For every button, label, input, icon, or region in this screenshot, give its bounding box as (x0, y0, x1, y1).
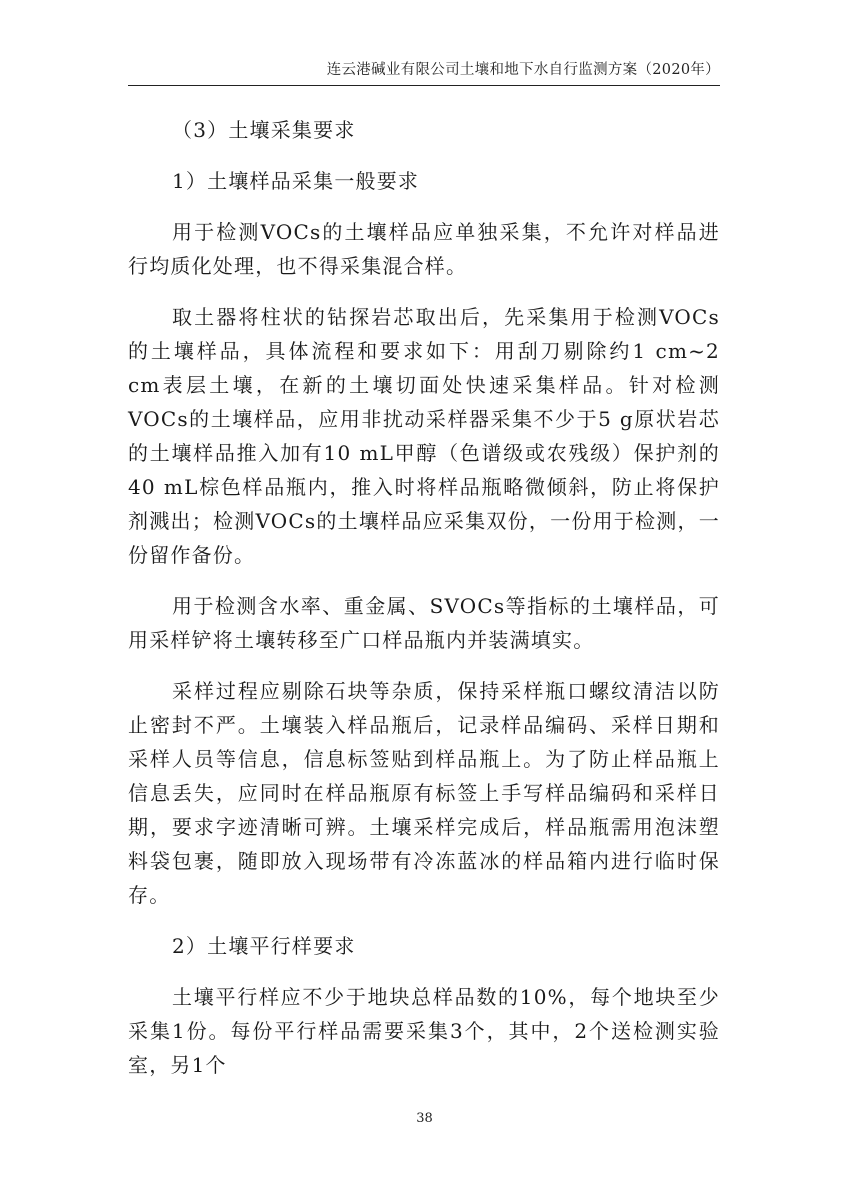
section-heading-soil-collection: （3）土壤采集要求 (172, 118, 356, 142)
running-header: 连云港碱业有限公司土壤和地下水自行监测方案（2020年） (326, 62, 720, 78)
paragraph-parallel-sample-requirements: 土壤平行样应不少于地块总样品数的10%，每个地块至少采集1份。每份平行样品需要采集3个，其中，2个送检测实验室，另1个 (128, 985, 720, 1077)
subsection-heading-general-requirements: 1）土壤样品采集一般要求 (172, 169, 420, 193)
paragraph-heavy-metals-sampling: 用于检测含水率、重金属、SVOCs等指标的土壤样品，可用采样铲将土壤转移至广口样品瓶内并装满填实。 (128, 594, 720, 652)
header-rule (128, 85, 720, 86)
subsection-heading-parallel-samples: 2）土壤平行样要求 (172, 934, 356, 958)
paragraph-labeling-and-storage: 采样过程应剔除石块等杂质，保持采样瓶口螺纹清洁以防止密封不严。土壤装入样品瓶后，记录样品编码、采样日期和采样人员等信息，信息标签贴到样品瓶上。为了防止样品瓶上信息丢失，应同时在样品瓶原有标签上手写样品编码和采样日期，要求字迹清晰可辨。土壤采样完成后，样品瓶需用泡沫塑料袋包裹，随即放入现场带有冷冻蓝冰的样品箱内进行临时保存。 (128, 679, 720, 907)
paragraph-vocs-separate-sampling: 用于检测VOCs的土壤样品应单独采集，不允许对样品进行均质化处理，也不得采集混合样。 (128, 220, 720, 278)
document-body (128, 113, 720, 1082)
page-number: 38 (416, 1111, 433, 1126)
paragraph-core-sampling-procedure: 取土器将柱状的钻探岩芯取出后，先采集用于检测VOCs的土壤样品，具体流程和要求如下：用刮刀剔除约1 cm~2 cm表层土壤，在新的土壤切面处快速采集样品。针对检测VOCs的土壤样品，应用非扰动采样器采集不少于5 g原状岩芯的土壤样品推入加有10 mL甲醇（色谱级或农残级）保护剂的40 mL棕色样品瓶内，推入时将样品瓶略微倾斜，防止将保护剂溅出；检测VOCs的土壤样品应采集双份，一份用于检测，一份留作备份。 (128, 305, 720, 567)
